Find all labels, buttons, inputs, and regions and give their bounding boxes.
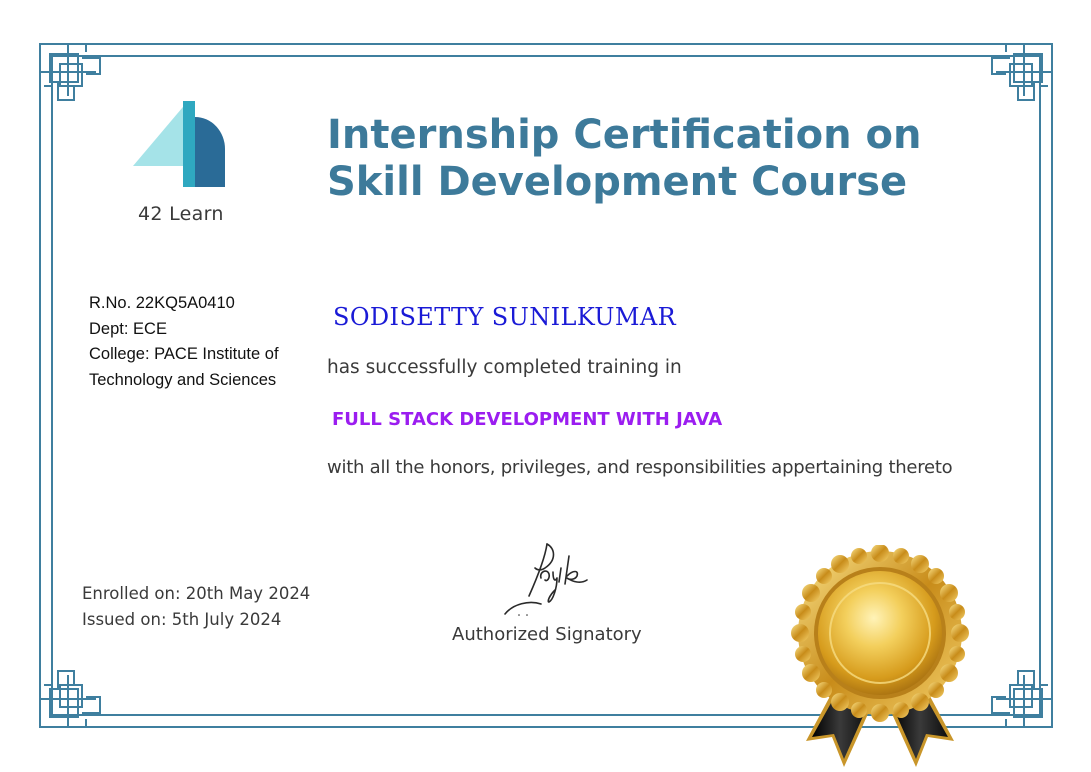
roll-number: R.No. 22KQ5A0410 <box>89 294 235 312</box>
enrolled-date: Enrolled on: 20th May 2024 <box>82 584 311 603</box>
certificate-title <box>327 112 1027 206</box>
title-line-1: Internship Certification on <box>327 112 922 158</box>
student-info <box>89 291 299 393</box>
recipient-name: SODISETTY SUNILKUMAR <box>333 303 677 331</box>
department: Dept: ECE <box>89 319 167 338</box>
completion-statement: has successfully completed training in <box>327 357 682 378</box>
course-name: FULL STACK DEVELOPMENT WITH JAVA <box>332 409 723 430</box>
signature-icon <box>495 538 605 618</box>
college: College: PACE Institute of Technology and Sciences <box>89 345 279 389</box>
gold-medal-seal-icon <box>780 545 980 772</box>
authorized-signatory-label: Authorized Signatory <box>452 624 642 645</box>
dates-block <box>82 581 310 633</box>
logo-wordmark: 42 Learn <box>138 203 224 225</box>
title-line-2: Skill Development Course <box>327 159 908 205</box>
honors-statement: with all the honors, privileges, and responsibilities appertaining thereto <box>327 457 953 478</box>
issued-date: Issued on: 5th July 2024 <box>82 610 282 629</box>
